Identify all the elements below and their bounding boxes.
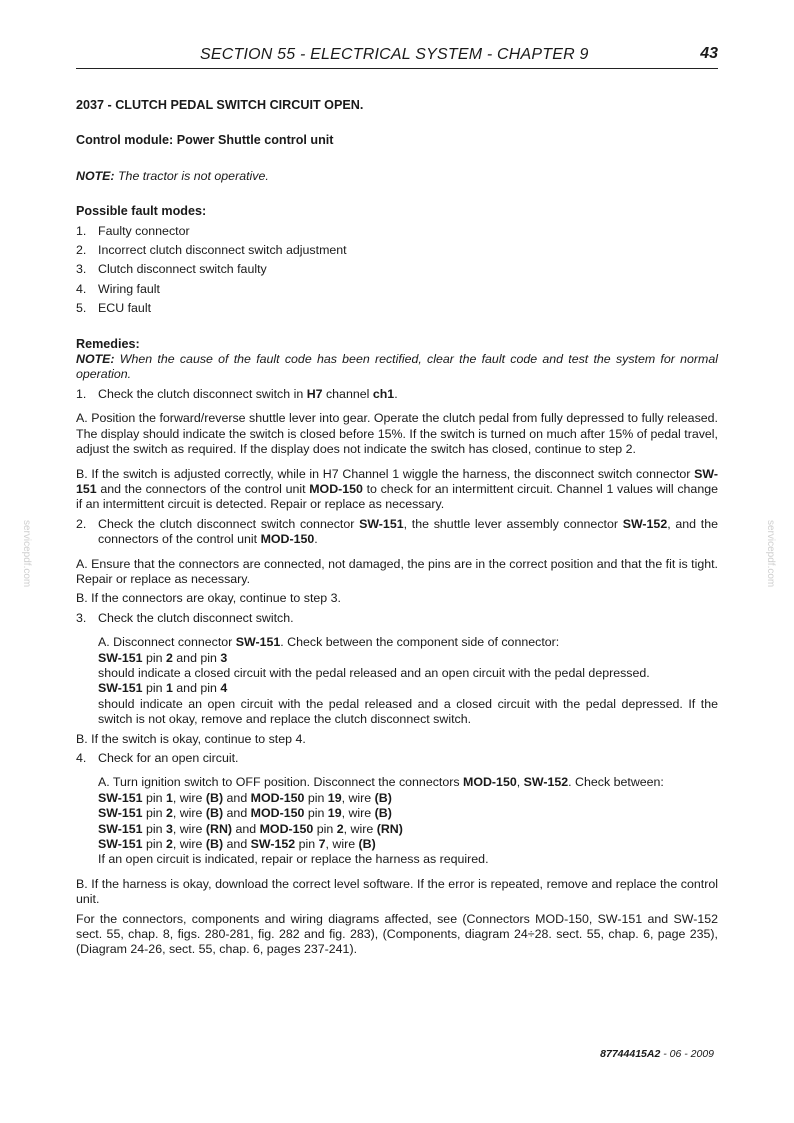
step-4-b: B. If the harness is okay, download the correct level software. If the error is repeated, remove and replace the control unit. [76,876,718,907]
page-footer: 87744415A2 - 06 - 2009 [600,1048,714,1060]
remedy-step-1: 1. Check the clutch disconnect switch in H7 channel ch1. [76,386,398,401]
step-2-b: B. If the connectors are okay, continue to step 3. [76,591,341,606]
step-2-a: A. Ensure that the connectors are connected, not damaged, the pins are in the correct position and that the fit is tight. Repair or replace as necessary. [76,556,718,586]
list-item: 1. Faulty connector [76,223,190,238]
document-body [76,98,718,958]
step-4-a: A. Turn ignition switch to OFF position. Disconnect the connectors MOD-150, SW-152. Check between: SW-151 pin 1, wire (B) and MOD-150 pin 19, wire (B) SW-151 pin 2, wire (B) and MOD-150 pin 19, wire (B) SW-151 pin 3, wire (RN) and MOD-150 pin 2, wire (RN) SW-151 pin 2, wire (B) and SW-152 pin 7, wire (B) If an open circuit is indicated, repair or replace the harness as required. [98,775,718,867]
note-remedies: NOTE: When the cause of the fault code has been rectified, clear the fault code and test the system for normal operation. [76,352,718,382]
step-3-b: B. If the switch is okay, continue to step 4. [76,731,306,746]
page-header [76,44,718,69]
wire-check-2: SW-151 pin 2, wire (B) and MOD-150 pin 19, wire (B) [98,806,392,821]
fault-modes-title: Possible fault modes: [76,204,207,219]
section-title: SECTION 55 - ELECTRICAL SYSTEM - CHAPTER 9 [200,46,589,63]
remedy-step-3: 3. Check the clutch disconnect switch. [76,610,294,625]
list-item: 3. Clutch disconnect switch faulty [76,262,267,277]
remedy-step-2: 2. Check the clutch disconnect switch connector SW-151, the shuttle lever assembly connector SW-152, and the connectors of the control unit MOD-150. [76,516,718,547]
fault-modes-list [76,224,718,317]
fault-heading: 2037 - CLUTCH PEDAL SWITCH CIRCUIT OPEN. [76,98,364,112]
list-item: 4. Wiring fault [76,281,160,296]
reference-paragraph: For the connectors, components and wiring diagrams affected, see (Connectors MOD-150, SW-151 and SW-152 sect. 55, chap. 8, figs. 280-281, fig. 282 and fig. 283), (Components, diagram 24÷28. sect. 55, chap. 6, page 235), (Diagram 24-26, sect. 55, chap. 6, pages 237-241). [76,911,718,957]
remedy-step-4: 4. Check for an open circuit. [76,751,239,765]
control-module-line: Control module: Power Shuttle control unit [76,133,334,148]
step-3-a: A. Disconnect connector SW-151. Check between the component side of connector: SW-151 pin 2 and pin 3 should indicate a closed circuit with the pedal released and an open circuit with the pedal depressed. SW-151 pin 1 and pin 4 should indicate an open circuit with the pedal released and a closed circuit with the pedal depressed. If the switch is not okay, remove and replace the clutch disconnect switch. [98,635,718,727]
wire-check-3: SW-151 pin 3, wire (RN) and MOD-150 pin 2, wire (RN) [98,821,403,836]
step-1-a: A. Position the forward/reverse shuttle lever into gear. Operate the clutch pedal from fully depressed to fully released. The display should indicate the switch is closed before 15%. If the switch is turned on much after 15% of pedal travel, adjust the switch as required. If the display does not indicate the switch has closed, continue to step 2. [76,411,718,457]
watermark-right: servicepdf.com [765,520,776,588]
list-item: 5. ECU fault [76,301,152,316]
wire-check-1: SW-151 pin 1, wire (B) and MOD-150 pin 19, wire (B) [98,790,392,805]
watermark-left: servicepdf.com [21,520,32,588]
page-number: 43 [700,45,718,62]
remedies-title: Remedies: [76,336,140,351]
list-item: 2. Incorrect clutch disconnect switch adjustment [76,243,347,258]
wire-check-4: SW-151 pin 2, wire (B) and SW-152 pin 7, wire (B) [98,837,376,852]
note-inoperative: NOTE: The tractor is not operative. [76,168,269,183]
step-1-b: B. If the switch is adjusted correctly, while in H7 Channel 1 wiggle the harness, the disconnect switch connector SW-151 and the connectors of the control unit MOD-150 to check for an intermittent circuit. Channel 1 values will change if an intermittent circuit is detected. Repair or replace as necessary. [76,466,718,512]
